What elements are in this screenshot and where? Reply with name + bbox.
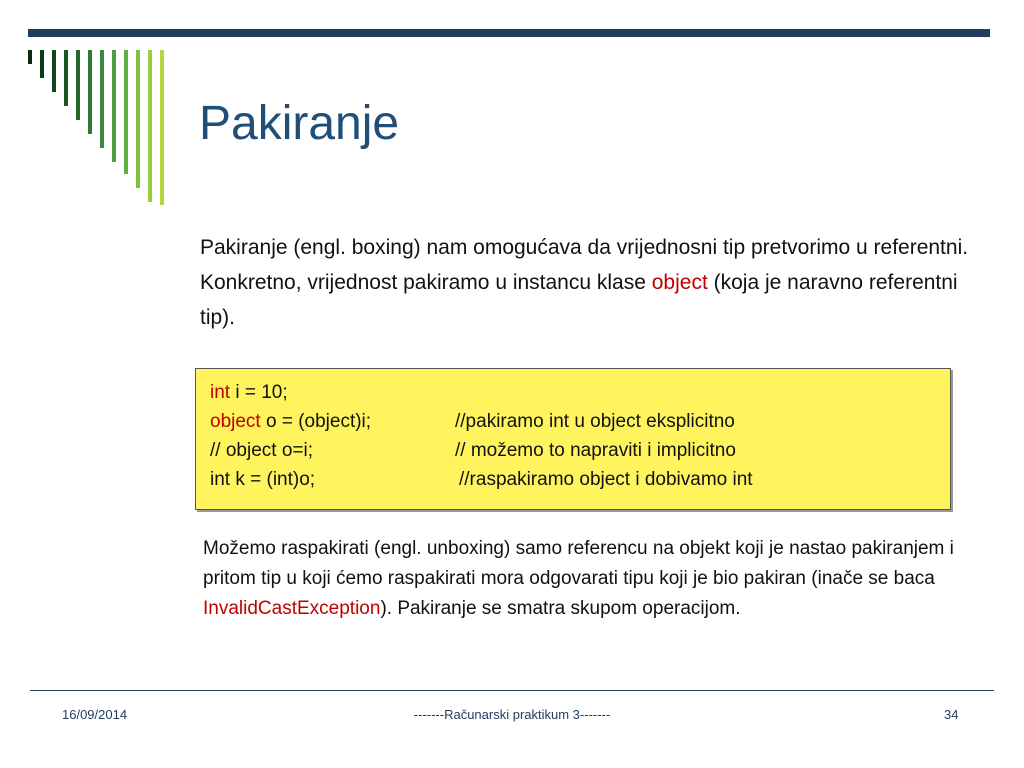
unboxing-paragraph [203,534,973,624]
stripe [28,50,32,64]
stripe [160,50,164,205]
footer-course: -------Računarski praktikum 3------- [413,707,611,722]
stripe [88,50,92,134]
intro-text: Pakiranje (engl. boxing) nam omogućava da vrijednosni tip pretvorimo u referentni. Konkretno, vrijednost pakiramo u instancu klase [200,236,969,294]
footer-page-number: 34 [944,707,959,722]
code-text: i = 10; [230,382,288,403]
slide-title: Pakiranje [199,97,400,150]
outro-text: Možemo raspakirati (engl. unboxing) samo referencu na objekt koji je nastao pakiranjem i pritom tip u koji ćemo raspakirati mora odgovarati tipu koji je bio pakiran (inače se baca [203,538,954,589]
outro-text-end: ). Pakiranje se smatra skupom operacijom. [380,598,741,619]
footer-date: 16/09/2014 [62,707,128,722]
code-text: o = (object)i; [260,411,372,432]
code-line [210,378,936,407]
intro-text-end: (koja je naravno referentni tip). [200,271,958,329]
code-line [210,436,936,465]
code-comment: //pakiramo int u object eksplicitno [455,411,735,432]
stripe [124,50,128,174]
stripe [136,50,140,188]
decorative-stripes [0,0,170,210]
stripe [76,50,80,120]
code-text: // object o=i; [210,440,313,461]
stripe [112,50,116,162]
bottom-rule [30,690,994,691]
code-keyword: object [210,411,261,432]
stripe [100,50,104,148]
intro-paragraph [200,230,980,335]
stripe [148,50,152,202]
stripe [64,50,68,106]
code-text: int k = (int)o; [210,469,316,490]
object-keyword: object [651,271,708,294]
stripe [40,50,44,78]
code-keyword: int [210,382,231,403]
exception-name: InvalidCastException [203,598,381,619]
top-rule [28,29,990,37]
code-line [210,465,936,494]
code-comment: //raspakiramo object i dobivamo int [459,469,753,490]
stripe [52,50,56,92]
code-line [210,407,936,436]
code-comment: // možemo to napraviti i implicitno [455,440,736,461]
code-example-box [195,368,951,510]
